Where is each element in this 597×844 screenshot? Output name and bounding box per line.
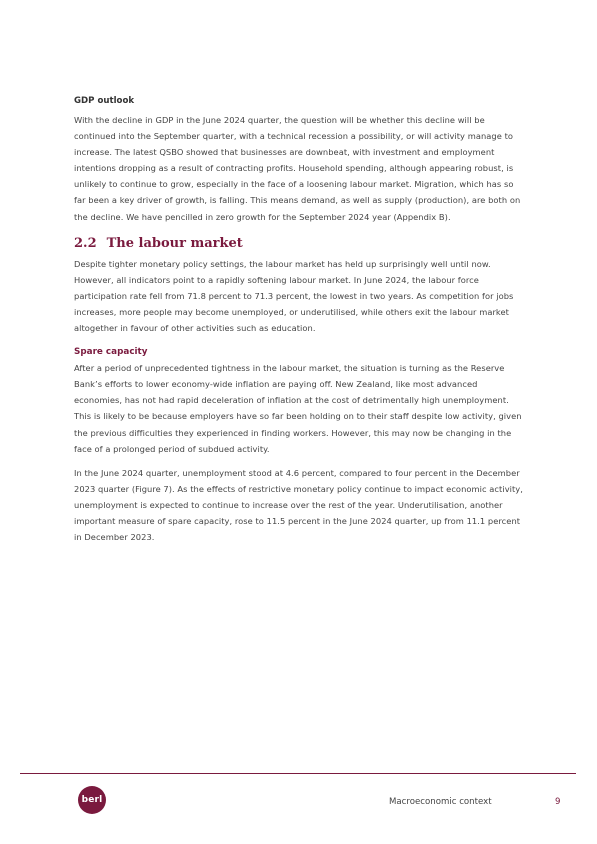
labour-market-paragraph: Despite tighter monetary policy settings, the labour market has held up surprisingly well until now. However, all indicators point to a rapidly softening labour market. In June 2024, the labour force participation rate fell from 71.8 percent to 71.3 percent, the lowest in two years. As competition for jobs increases, more people may become unemployed, or underutilised, while others exit the labour market altogether in favour of other activities such as education. [74, 258, 514, 334]
section-number: 2.2 [74, 235, 97, 251]
spare-capacity-paragraph-2: In the June 2024 quarter, unemployment stood at 4.6 percent, compared to four percent in the December 2023 quarter (Figure 7). As the effects of restrictive monetary policy continue to impact economic activity, unemployment is expected to continue to increase over the rest of the year. Underutilisation, another important measure of spare capacity, rose to 11.5 percent in the June 2024 quarter, up from 11.1 percent in December 2023. [74, 467, 523, 543]
logo-text: berl [81, 795, 103, 805]
page-number: 9 [555, 797, 561, 807]
section-heading-labour-market [74, 236, 526, 252]
footer-section-title: Macroeconomic context [389, 797, 492, 807]
gdp-outlook-paragraph: With the decline in GDP in the June 2024 quarter, the question will be whether this decline will be continued into the September quarter, with a technical recession a possibility, or will activity manage to increase. The latest QSBO showed that businesses are downbeat, with investment and employment intentions dropping as a result of contracting profits. Household spending, although appearing robust, is unlikely to continue to grow, especially in the face of a loosening labour market. Migration, which has so far been a key driver of growth, is falling. This means demand, as well as supply (production), are both on the decline. We have pencilled in zero growth for the September 2024 year (Appendix B). [74, 115, 521, 222]
spare-capacity-heading: Spare capacity [74, 347, 148, 358]
berl-logo [78, 786, 106, 814]
paragraph-gap [74, 457, 526, 465]
gdp-outlook-heading: GDP outlook [74, 96, 135, 106]
footer-divider [20, 773, 576, 774]
page-content [74, 96, 526, 545]
section-title: The labour market [106, 235, 243, 251]
spare-capacity-paragraph-1: After a period of unprecedented tightness in the labour market, the situation is turning as the Reserve Bank’s efforts to lower economy-wide inflation are paying off. New Zealand, like most advanced economies, has not had rapid deceleration of inflation at the cost of detrimentally high unemployment. This is likely to be because employers have so far been holding on to their staff despite low activity, given the previous difficulties they experienced in finding workers. However, this may now be changing in the face of a prolonged period of subdued activity. [74, 363, 522, 454]
